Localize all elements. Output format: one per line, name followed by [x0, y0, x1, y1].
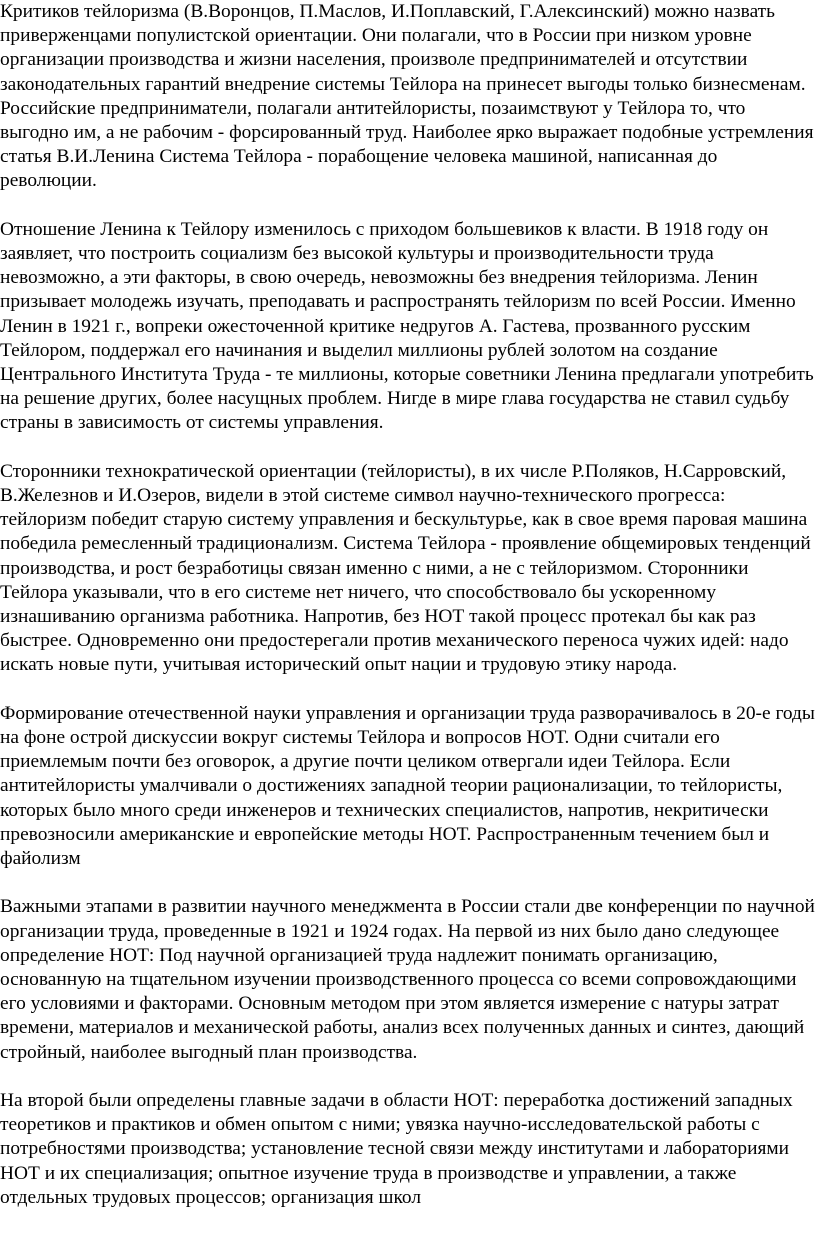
paragraph-2: Отношение Ленина к Тейлору изменилось с приходом большевиков к власти. В 1918 году он заявляет, что построить социализм без высокой культуры и производительности труда невозможно, а эти факторы, в свою очередь, невозможны без внедрения тейлоризма. Ленин призывает молодежь изучать, преподавать и распространять тейлоризм по всей России. Именно Ленин в 1921 г., вопреки ожесточенной критике недругов А. Гастева, прозванного русским Тейлором, поддержал его начинания и выделил миллионы рублей золотом на создание Центрального Института Труда - те миллионы, которые советники Ленина предлагали употребить на решение других, более насущных проблем. Нигде в мире глава государства не ставил судьбу страны в зависимость от системы управления. — [0, 218, 814, 434]
paragraph-6: На второй были определены главные задачи в области НОТ: переработка достижений западных теоретиков и практиков и обмен опытом с ними; увязка научно-исследовательской работы с потребностями производства; установление тесной связи между институтами и лабораториями НОТ и их специализация; опытное изучение труда в производстве и управлении, а также отдельных трудовых процессов; организация школ — [0, 1090, 793, 1208]
paragraph-1: Критиков тейлоризма (В.Воронцов, П.Маслов, И.Поплавский, Г.Алексинский) можно назвать приверженцами популистской ориентации. Они полагали, что в России при низком уровне организации производства и жизни населения, произволе предпринимателей и отсутствии законодательных гарантий внедрение системы Тейлора на принесет выгоды только бизнесменам. Российские предприниматели, полагали антитейлористы, позаимствуют у Тейлора то, что выгодно им, а не рабочим - форсированный труд. Наиболее ярко выражает подобные устремления статья В.И.Ленина Система Тейлора - порабощение человека машиной, написанная до революции. — [0, 1, 814, 192]
paragraph-5: Важными этапами в развитии научного менеджмента в России стали две конференции по научной организации труда, проведенные в 1921 и 1924 годах. На первой из них было дано следующее определение НОТ: Под научной организацией труда надлежит понимать организацию, основанную на тщательном изучении производственного процесса со всеми сопровождающими его условиями и факторами. Основным методом при этом является измерение с натуры затрат времени, материалов и механической работы, анализ всех полученных данных и синтез, дающий стройный, наиболее выгодный план производства. — [0, 896, 815, 1063]
paragraph-4: Формирование отечественной науки управления и организации труда разворачивалось в 20-е годы на фоне острой дискуссии вокруг системы Тейлора и вопросов НОТ. Одни считали его приемлемым почти без оговорок, а другие почти целиком отвергали идеи Тейлора. Если антитейлористы умалчивали о достижениях западной теории рационализации, то тейлористы, которых было много среди инженеров и технических специалистов, напротив, некритически превозносили американские и европейские методы НОТ. Распространенным течением был и файолизм — [0, 702, 815, 870]
paragraph-3: Сторонники технократической ориентации (тейлористы), в их числе Р.Поляков, Н.Сарровский, В.Железнов и И.Озеров, видели в этой системе символ научно-технического прогресса: тейлоризм победит старую систему управления и бескультурье, как в свое время паровая машина победила ремесленный традиционализм. Система Тейлора - проявление общемировых тенденций производства, и рост безработицы связан именно с ними, а не с тейлоризмом. Сторонники Тейлора указывали, что в его системе нет ничего, что способствовало бы ускоренному изнашиванию организма работника. Напротив, без НОТ такой процесс протекал бы как раз быстрее. Одновременно они предостерегали против механического переноса чужих идей: надо искать новые пути, учитывая исторический опыт нации и трудовую этику народа. — [0, 460, 811, 676]
